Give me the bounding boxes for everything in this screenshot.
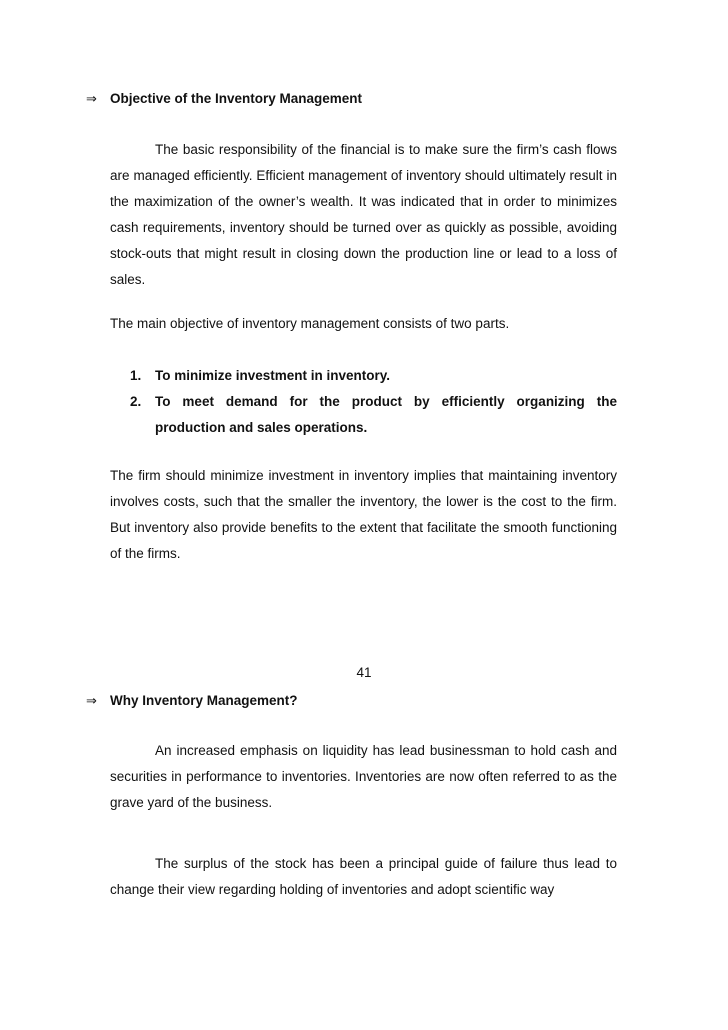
- list-item-number: 1.: [130, 368, 142, 383]
- heading-text: Why Inventory Management?: [110, 693, 298, 708]
- list-item: [130, 389, 617, 441]
- arrow-bullet-icon: ⇒: [86, 694, 97, 709]
- paragraph-surplus-stock: The surplus of the stock has been a principal guide of failure thus lead to change their view regarding holding of inventories and adopt scientific way: [110, 856, 617, 897]
- section-heading-objective: [86, 90, 362, 109]
- page-number: 41: [356, 665, 372, 680]
- paragraph-main-objective: The main objective of inventory management consists of two parts.: [110, 316, 510, 331]
- arrow-bullet-icon: ⇒: [86, 92, 97, 107]
- paragraph-liquidity: An increased emphasis on liquidity has lead businessman to hold cash and securities in performance to inventories. Inventories are now often referred to as the grave yard of the business.: [110, 743, 617, 810]
- heading-text: Objective of the Inventory Management: [110, 91, 363, 106]
- objective-list: [130, 363, 617, 441]
- paragraph-minimize-investment: The firm should minimize investment in inventory implies that maintaining inventory involves costs, such that the smaller the inventory, the lower is the cost to the firm. But inventory also provide benefits to the extent that facilitate the smooth functioning of the firms.: [110, 468, 617, 561]
- list-item-number: 2.: [130, 394, 142, 409]
- list-item-text: To meet demand for the product by efficiently organizing the production and sales operations.: [155, 394, 617, 435]
- list-item: [130, 363, 617, 389]
- list-item-text: To minimize investment in inventory.: [155, 368, 391, 383]
- section-heading-why: [86, 692, 298, 711]
- paragraph-objective-intro: The basic responsibility of the financial is to make sure the firm’s cash flows are managed efficiently. Efficient management of inventory should ultimately result in the maximization of the owner’s wealth. It was indicated that in order to minimizes cash requirements, inventory should be turned over as quickly as possible, avoiding stock-outs that might result in closing down the production line or lead to a loss of sales.: [110, 142, 617, 287]
